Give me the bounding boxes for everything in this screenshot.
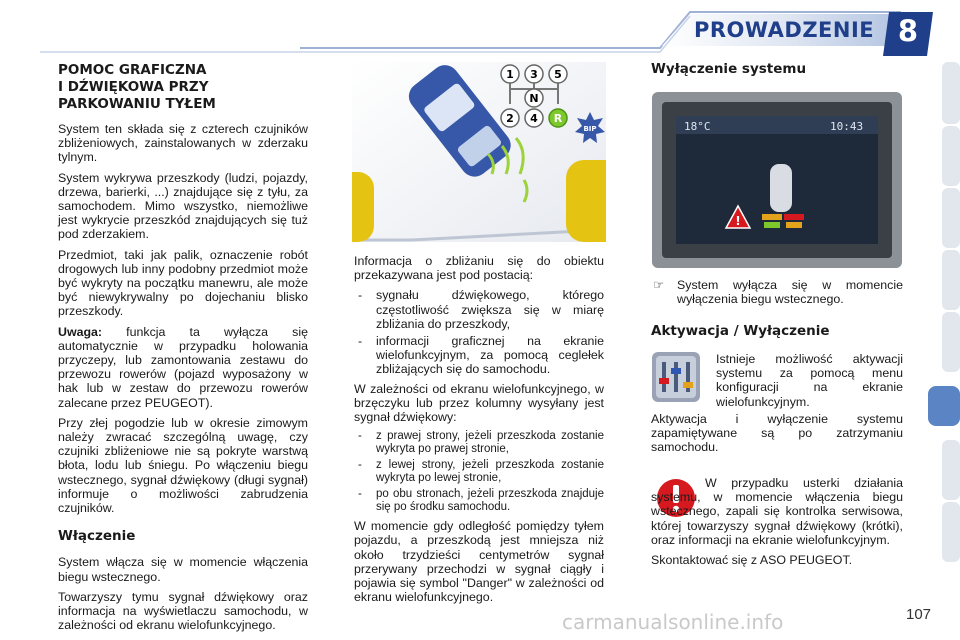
subsection-title: Wyłączenie systemu xyxy=(651,61,807,77)
section-title: POMOC GRAFICZNA I DŹWIĘKOWA PRZY PARKOWANIU TYŁEM xyxy=(58,62,216,112)
column-left xyxy=(58,62,308,639)
note-label: Uwaga: xyxy=(58,324,103,339)
subsection-title: Włączenie xyxy=(58,528,136,545)
display-illustration xyxy=(652,92,902,268)
tab-8[interactable] xyxy=(942,502,960,562)
list-item: - informacji graficznej na ekranie wielofunkcyjnym, za pomocą ceglełek zbliżających się do samochodu. xyxy=(354,334,604,377)
memory-text xyxy=(651,412,903,461)
paragraph: Towarzyszy tymu sygnał dźwiękowy oraz informacja na wyświetlaczu samochodu, w zależności od ekranu wielofunkcyjnego. xyxy=(58,589,308,633)
list-item: - z prawej strony, jeżeli przeszkoda zostanie wykryta po prawej stronie, xyxy=(354,430,604,456)
tab-7[interactable] xyxy=(942,440,960,500)
gear-label: 4 xyxy=(530,112,538,125)
pointer-icon: ☞ xyxy=(653,278,665,292)
paragraph: Przy złej pogodzie lub w okresie zimowym należy zwracać szczególną uwagę, czy czujniki zbliżeniowe nie są pokryte warstwą błota, lodu lub śniegu. Po włączeniu biegu wstecznego, sygnał dźwiękowy (długi sygnał) informuje o możliwości zabrudzenia czujników. xyxy=(58,415,308,516)
page-title: PROWADZENIE xyxy=(694,18,875,42)
tab-5[interactable] xyxy=(942,312,960,372)
note-paragraph xyxy=(58,325,308,410)
paragraph: W przypadku usterki działania systemu, w momencie włączenia biegu wstecznego, zapali się kontrolka serwisowa, której towarzyszy sygnał dźwiękowy (krótki), oraz informacji na ekranie wielofunkcyjnym. xyxy=(651,476,903,547)
paragraph: Informacja o zbliżaniu się do obiektu przekazywana jest pod postacią: xyxy=(354,254,604,283)
signal-list xyxy=(354,288,604,376)
paragraph: Aktywacja i wyłączenie systemu zapamiętywane są po zatrzymaniu samochodu. xyxy=(651,412,903,455)
gear-label: 2 xyxy=(506,112,514,125)
gear-label: 3 xyxy=(530,68,538,81)
paragraph: System wykrywa przeszkody (ludzi, pojazdy, drzewa, barierki, ...) znajdujące się z tyłu, za samochodem. Mimo wszystko, niemożliwe jest wykrycie przeszkód znajdujących się tuż pod zderzakiem. xyxy=(58,170,308,242)
beep-label: BIP xyxy=(583,125,597,133)
screen-temperature: 18°C xyxy=(684,120,711,133)
car-top-view xyxy=(770,164,792,212)
tab-3[interactable] xyxy=(942,188,960,248)
note-text: funkcja ta wyłącza się automatycznie w przypadku holowania przyczepy, lub zamontowania zestawu do przewozu rowerów (pojazd wyposażony w hak lub w zestaw do przewozu rowerów zalecane przez PEUGEOT). xyxy=(58,324,308,410)
gear-label: 5 xyxy=(554,68,562,81)
chapter-number: 8 xyxy=(897,14,919,48)
chapter-tabs xyxy=(928,62,960,582)
column-middle xyxy=(354,254,604,610)
paragraph: W zależności od ekranu wielofunkcyjnego, w brzęczyku lub przez kolumny wysyłany jest sygnał dźwiękowy: xyxy=(354,381,604,425)
svg-text:!: ! xyxy=(735,214,741,228)
column-right xyxy=(651,62,903,88)
paragraph: Przedmiot, taki jak palik, oznaczenie robót drogowych lub inny podobny przedmiot może być wykryty na początku manewru, ale może być niewykrywalny po dojechaniu blisko przeszkody. xyxy=(58,247,308,319)
fault-text xyxy=(651,476,903,573)
gear-label: N xyxy=(529,92,539,105)
settings-icon xyxy=(652,352,700,402)
paragraph: System ten składa się z czterech czujników zbliżeniowych, zainstalowanych w zderzaku tylnym. xyxy=(58,122,308,165)
paragraph: Skontaktować się z ASO PEUGEOT. xyxy=(651,553,853,568)
list-item: - z lewej strony, jeżeli przeszkoda zostanie wykryta po lewej stronie, xyxy=(354,459,604,485)
paragraph: System włącza się w momencie włączenia biegu wstecznego. xyxy=(58,555,308,584)
list-item: - sygnału dźwiękowego, którego częstotliwość zwiększa się w miarę zbliżania do przeszkody, xyxy=(354,288,604,331)
bullet-text: System wyłącza się w momencie wyłączenia biegu wstecznego. xyxy=(677,278,903,307)
bullet-item xyxy=(651,278,903,306)
watermark: carmanualsonline.info xyxy=(562,610,784,634)
gear-diagram xyxy=(501,65,567,127)
gear-label: 1 xyxy=(506,68,514,81)
tab-4[interactable] xyxy=(942,250,960,310)
parked-car-right xyxy=(566,160,606,242)
list-item: - po obu stronach, jeżeli przeszkoda znajduje się po środku samochodu. xyxy=(354,488,604,514)
tab-active[interactable] xyxy=(928,386,960,426)
gear-label: R xyxy=(553,112,563,125)
page-number: 107 xyxy=(906,606,932,623)
paragraph: W momencie gdy odległość pomiędzy tyłem pojazdu, a przeszkodą jest mniejsza niż około trzydzieści centymetrów sygnał przerywany przechodzi w sygnał ciągły i pojawia się symbol "Danger" w zależności od ekranu wielofunkcyjnego. xyxy=(354,519,604,605)
tab-2[interactable] xyxy=(942,126,960,186)
page-header xyxy=(0,0,960,60)
tab-1[interactable] xyxy=(942,62,960,124)
side-list xyxy=(354,430,604,514)
screen-time: 10:43 xyxy=(830,120,864,133)
parked-car-left xyxy=(352,172,374,242)
activation-text xyxy=(716,352,903,415)
parking-illustration xyxy=(352,62,606,242)
column-right-body xyxy=(651,278,903,349)
subsection-title: Aktywacja / Wyłączenie xyxy=(651,323,830,340)
paragraph: Istnieje możliwość aktywacji systemu za pomocą menu konfiguracji na ekranie wielofunkcyjnym. xyxy=(716,352,903,409)
